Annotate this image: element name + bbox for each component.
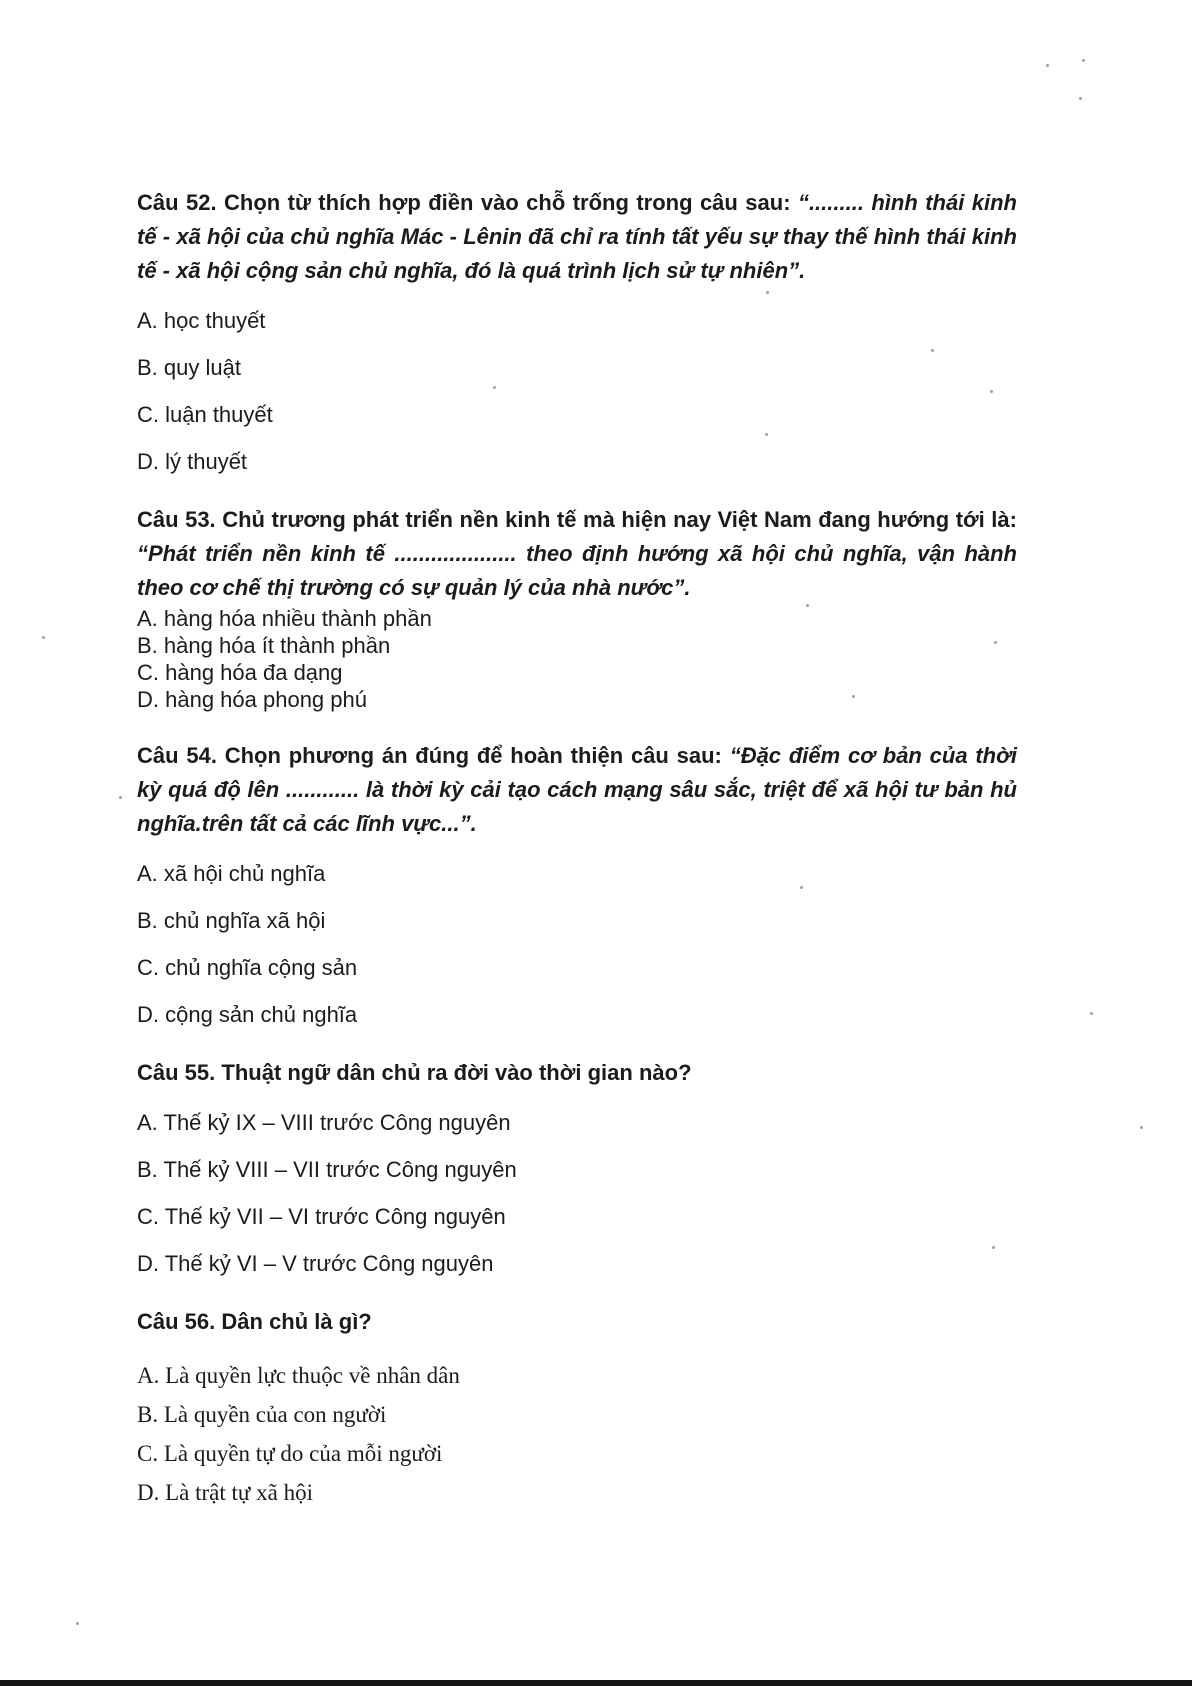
question-number: Câu 55. bbox=[137, 1060, 216, 1085]
option-a: A. Là quyền lực thuộc về nhân dân bbox=[137, 1363, 460, 1388]
question-block-56 bbox=[137, 1305, 1017, 1508]
scan-speck bbox=[800, 886, 803, 889]
options-list bbox=[137, 294, 1017, 477]
option-d: D. hàng hóa phong phú bbox=[137, 687, 367, 712]
scan-speck bbox=[1079, 97, 1082, 100]
scan-speck bbox=[119, 796, 122, 799]
scan-speck bbox=[806, 604, 809, 607]
question-heading bbox=[137, 503, 1017, 605]
option-d: D. Thế kỷ VI – V trước Công nguyên bbox=[137, 1251, 494, 1276]
question-quote-text: “......... hình thái kinh tế - xã hội của chủ nghĩa Mác - Lênin đã chỉ ra tính tất yếu sự thay thế hình thái kinh tế - xã hội cộng sản chủ nghĩa, đó là quá trình lịch sử tự nhiên”. bbox=[137, 190, 1017, 283]
scan-speck bbox=[1090, 1012, 1093, 1015]
scan-speck bbox=[493, 386, 496, 389]
option-b: B. chủ nghĩa xã hội bbox=[137, 908, 326, 933]
option-a: A. hàng hóa nhiều thành phần bbox=[137, 606, 432, 631]
scan-speck bbox=[1140, 1126, 1143, 1129]
question-heading bbox=[137, 1305, 1017, 1339]
scan-speck bbox=[42, 636, 45, 639]
scan-speck bbox=[931, 349, 934, 352]
scan-speck bbox=[1082, 59, 1085, 62]
scan-speck bbox=[992, 1246, 995, 1249]
scan-edge-line bbox=[0, 1680, 1192, 1686]
question-block-55 bbox=[137, 1056, 1017, 1279]
question-quote-text: “Đặc điểm cơ bản của thời kỳ quá độ lên ............ là thời kỳ cải tạo cách mạng sâu sắc, triệt để xã hội tư bản hủ nghĩa.trên tất cả các lĩnh vực...”. bbox=[137, 743, 1017, 836]
options-list bbox=[137, 605, 1017, 713]
option-b: B. Thế kỷ VIII – VII trước Công nguyên bbox=[137, 1157, 517, 1182]
question-lead-text: Chọn phương án đúng để hoàn thiện câu sau: bbox=[224, 743, 722, 768]
option-b: B. quy luật bbox=[137, 355, 241, 380]
question-lead-text: Chọn từ thích hợp điền vào chỗ trống trong câu sau: bbox=[224, 190, 791, 215]
scan-speck bbox=[994, 641, 997, 644]
question-lead-text: Thuật ngữ dân chủ ra đời vào thời gian nào? bbox=[221, 1060, 692, 1085]
question-block-52 bbox=[137, 186, 1017, 477]
quiz-content bbox=[137, 186, 1017, 1534]
question-number: Câu 53. bbox=[137, 507, 216, 532]
question-number: Câu 52. bbox=[137, 190, 217, 215]
question-lead-text: Chủ trương phát triển nền kinh tế mà hiện nay Việt Nam đang hướng tới là: bbox=[222, 507, 1017, 532]
question-quote-text: “Phát triển nền kinh tế .................... theo định hướng xã hội chủ nghĩa, vận hành theo cơ chế thị trường có sự quản lý của nhà nước”. bbox=[137, 541, 1017, 600]
question-heading bbox=[137, 739, 1017, 841]
options-list bbox=[137, 1096, 1017, 1279]
option-d: D. lý thuyết bbox=[137, 449, 248, 474]
scan-speck bbox=[990, 390, 993, 393]
option-c: C. hàng hóa đa dạng bbox=[137, 660, 343, 685]
question-heading bbox=[137, 186, 1017, 288]
options-list bbox=[137, 1345, 1017, 1508]
option-c: C. Là quyền tự do của mỗi người bbox=[137, 1441, 443, 1466]
option-c: C. chủ nghĩa cộng sản bbox=[137, 955, 358, 980]
option-d: D. Là trật tự xã hội bbox=[137, 1480, 313, 1505]
scan-speck bbox=[852, 695, 855, 698]
option-b: B. hàng hóa ít thành phần bbox=[137, 633, 391, 658]
question-heading bbox=[137, 1056, 1017, 1090]
option-c: C. luận thuyết bbox=[137, 402, 273, 427]
question-block-54 bbox=[137, 739, 1017, 1030]
scan-speck bbox=[766, 291, 769, 294]
options-list bbox=[137, 847, 1017, 1030]
question-number: Câu 54. bbox=[137, 743, 217, 768]
option-a: A. Thế kỷ IX – VIII trước Công nguyên bbox=[137, 1110, 511, 1135]
option-c: C. Thế kỷ VII – VI trước Công nguyên bbox=[137, 1204, 506, 1229]
question-block-53 bbox=[137, 503, 1017, 713]
scan-speck bbox=[76, 1622, 79, 1625]
question-number: Câu 56. bbox=[137, 1309, 216, 1334]
option-a: A. xã hội chủ nghĩa bbox=[137, 861, 326, 886]
option-a: A. học thuyết bbox=[137, 308, 266, 333]
scan-speck bbox=[765, 433, 768, 436]
scan-speck bbox=[1046, 64, 1049, 67]
question-lead-text: Dân chủ là gì? bbox=[221, 1309, 372, 1334]
option-b: B. Là quyền của con người bbox=[137, 1402, 387, 1427]
option-d: D. cộng sản chủ nghĩa bbox=[137, 1002, 358, 1027]
